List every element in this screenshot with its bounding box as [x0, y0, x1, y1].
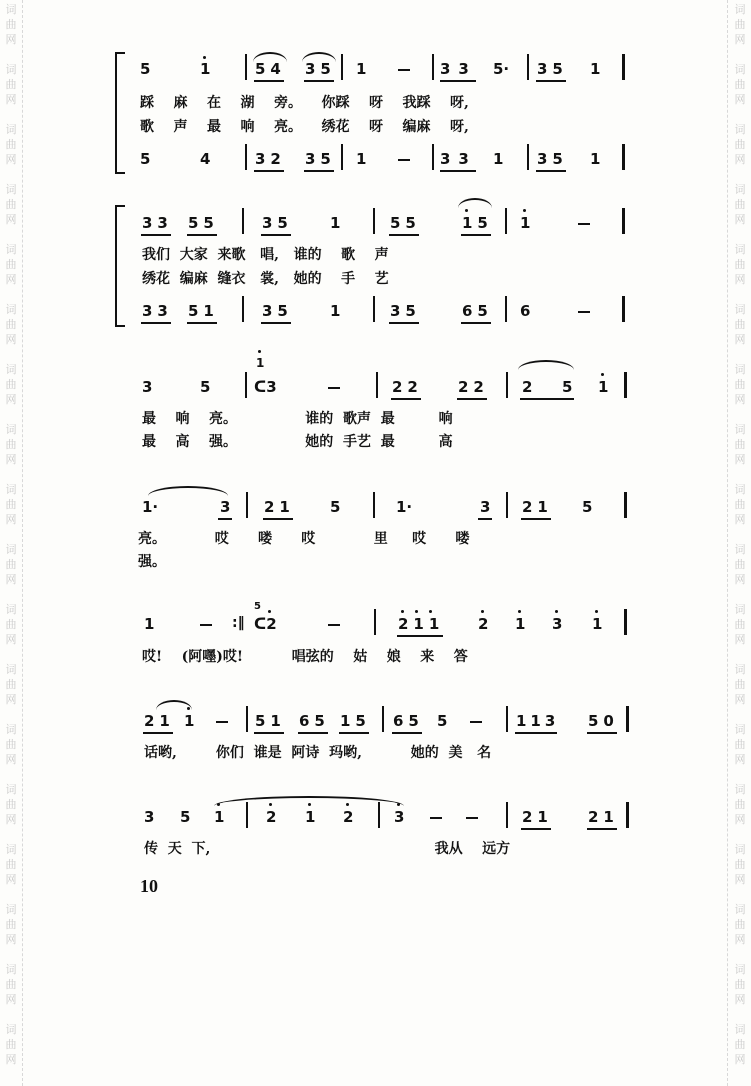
- high-dot: [308, 803, 311, 806]
- high-dot: [269, 803, 272, 806]
- watermark-mark: 词 曲 网: [5, 243, 17, 286]
- beam: [587, 732, 617, 734]
- slur: [518, 360, 574, 370]
- high-dot: [217, 803, 220, 806]
- watermark-mark: 词 曲 网: [734, 423, 746, 466]
- lyrics-line-1: 话哟, 你们 谁是 阿诗 玛哟, 她的 美 名: [144, 745, 492, 761]
- note-group: 21: [144, 712, 175, 730]
- beam: [254, 732, 284, 734]
- note-group: 65: [393, 712, 424, 730]
- note: 1: [590, 60, 601, 78]
- note: 1: [493, 150, 504, 168]
- barline-end: [622, 296, 625, 322]
- barline: [373, 208, 375, 234]
- note-group: 15: [340, 712, 371, 730]
- lyrics-line-1: 踩 麻 在 湖 旁。 你踩 呀 我踩 呀,: [140, 95, 469, 111]
- watermark-mark: 词 曲 网: [5, 303, 17, 346]
- watermark-mark: 词 曲 网: [734, 543, 746, 586]
- note-group: 55: [390, 214, 421, 232]
- watermark-mark: 词 曲 网: [5, 183, 17, 226]
- barline: [506, 492, 508, 518]
- watermark-mark: 词 曲 网: [5, 63, 17, 106]
- barline-end: [626, 802, 629, 828]
- beam: [391, 398, 421, 400]
- note: 2: [343, 808, 354, 826]
- lyrics-line-2: 歌 声 最 响 亮。 绣花 呀 编麻 呀,: [140, 119, 469, 135]
- note: 5: [200, 378, 211, 396]
- note-group: 21: [522, 808, 553, 826]
- beam: [440, 170, 476, 172]
- watermark-mark: 词 曲 网: [734, 123, 746, 166]
- lyrics-line-1: 哎! (阿嚜)哎! 唱弦的 姑 娘 来 答: [142, 649, 468, 665]
- high-dot: [203, 56, 206, 59]
- note: 3: [220, 498, 231, 516]
- note: 5: [180, 808, 191, 826]
- dash: [216, 721, 228, 723]
- watermark-mark: 词 曲 网: [5, 483, 17, 526]
- slur: [148, 486, 228, 496]
- lyrics-line-2: 强。: [138, 554, 166, 570]
- beam: [187, 234, 217, 236]
- note-group: 35: [305, 60, 336, 78]
- beam: [587, 828, 617, 830]
- dash: [398, 159, 410, 161]
- barline: [246, 802, 248, 828]
- barline: [432, 54, 434, 80]
- barline: [373, 296, 375, 322]
- note: 3: [144, 808, 155, 826]
- barline-end: [624, 492, 627, 518]
- note: 1: [330, 214, 341, 232]
- barline: [527, 144, 529, 170]
- note: 3: [552, 615, 563, 633]
- note: 1·: [142, 498, 159, 516]
- barline: [245, 372, 247, 398]
- barline-end: [626, 706, 629, 732]
- high-dot: [465, 209, 468, 212]
- note-group: 113: [516, 712, 560, 730]
- barline: [245, 144, 247, 170]
- note-group: 35: [305, 150, 336, 168]
- lyrics-line-2: 绣花 编麻 缝衣 裳, 她的 手 艺: [142, 271, 389, 287]
- beam: [536, 80, 566, 82]
- lyrics-line-1: 亮。 哎 喽 哎 里 哎 喽: [138, 531, 470, 547]
- beam: [254, 170, 284, 172]
- watermark-mark: 词 曲 网: [5, 3, 17, 46]
- lyrics-line-1: 我们 大家 来歌 唱, 谁的 歌 声: [142, 247, 389, 263]
- watermark-mark: 词 曲 网: [5, 1023, 17, 1066]
- right-margin-line: [727, 0, 728, 1086]
- barline: [505, 208, 507, 234]
- note: 1: [356, 150, 367, 168]
- beam: [187, 322, 217, 324]
- watermark-mark: 词 曲 网: [5, 783, 17, 826]
- beam: [521, 518, 551, 520]
- beam: [261, 322, 291, 324]
- system-brace: [115, 52, 125, 174]
- beam: [440, 80, 476, 82]
- watermark-mark: 词 曲 网: [5, 603, 17, 646]
- dash: [398, 69, 410, 71]
- beam: [304, 170, 334, 172]
- note-group: 54: [255, 60, 286, 78]
- high-dot: [481, 610, 484, 613]
- beam: [461, 234, 491, 236]
- beam: [141, 234, 171, 236]
- note-group: 33: [142, 214, 173, 232]
- watermark-mark: 词 曲 网: [734, 483, 746, 526]
- watermark-mark: 词 曲 网: [5, 963, 17, 1006]
- watermark-mark: 词 曲 网: [5, 663, 17, 706]
- note: 1: [330, 302, 341, 320]
- page-number: 10: [140, 876, 158, 896]
- note: 1: [598, 378, 609, 396]
- note: 5: [330, 498, 341, 516]
- high-dot: [401, 610, 404, 613]
- note-group: 35: [262, 214, 293, 232]
- barline: [505, 296, 507, 322]
- watermark-mark: 词 曲 网: [734, 663, 746, 706]
- note: 5: [140, 150, 151, 168]
- note-group: 21: [588, 808, 619, 826]
- beam: [536, 170, 566, 172]
- note: 5: [582, 498, 593, 516]
- note-group: 51: [188, 302, 219, 320]
- beam: [261, 234, 291, 236]
- note: 1: [592, 615, 603, 633]
- note-group: 21: [522, 498, 553, 516]
- dash: [578, 311, 590, 313]
- beam: [520, 398, 574, 400]
- barline: [506, 802, 508, 828]
- dash: [328, 624, 340, 626]
- note: 1: [515, 615, 526, 633]
- barline-end: [622, 54, 625, 80]
- dash: [578, 223, 590, 225]
- note: 1: [356, 60, 367, 78]
- note: ᑕ3: [254, 378, 277, 396]
- beam: [389, 234, 419, 236]
- note: 4: [200, 150, 211, 168]
- watermark-mark: 词 曲 网: [734, 303, 746, 346]
- beam: [521, 828, 551, 830]
- watermark-mark: 词 曲 网: [734, 63, 746, 106]
- note: 1: [214, 808, 225, 826]
- barline-end: [624, 372, 627, 398]
- note: 1·: [396, 498, 413, 516]
- beam: [218, 518, 232, 520]
- note-group: 65: [462, 302, 493, 320]
- watermark-mark: 词 曲 网: [5, 423, 17, 466]
- high-dot: [518, 610, 521, 613]
- barline: [374, 609, 376, 635]
- barline: [242, 208, 244, 234]
- watermark-mark: 词 曲 网: [734, 3, 746, 46]
- watermark-mark: 词 曲 网: [734, 243, 746, 286]
- watermark-mark: 词 曲 网: [5, 843, 17, 886]
- note: 2: [266, 808, 277, 826]
- note-group: 35: [390, 302, 421, 320]
- note: 5·: [493, 60, 510, 78]
- watermark-mark: 词 曲 网: [5, 543, 17, 586]
- watermark-mark: 词 曲 网: [734, 723, 746, 766]
- barline: [242, 296, 244, 322]
- watermark-mark: 词 曲 网: [734, 183, 746, 226]
- note: 1: [200, 60, 211, 78]
- high-dot: [258, 350, 261, 353]
- system-brace: [115, 205, 125, 327]
- beam: [298, 732, 328, 734]
- dash: [328, 387, 340, 389]
- lyrics-line-2: 最 高 强。 她的 手艺 最 高: [142, 434, 453, 450]
- watermark-mark: 词 曲 网: [5, 903, 17, 946]
- watermark-mark: 词 曲 网: [734, 963, 746, 1006]
- beam: [304, 80, 334, 82]
- high-dot: [555, 610, 558, 613]
- high-dot: [595, 610, 598, 613]
- beam: [515, 732, 557, 734]
- barline: [246, 706, 248, 732]
- beam: [461, 322, 491, 324]
- barline: [382, 706, 384, 732]
- grace-note: 1: [256, 356, 265, 370]
- barline: [246, 492, 248, 518]
- note: 6: [520, 302, 531, 320]
- barline: [245, 54, 247, 80]
- barline: [378, 802, 380, 828]
- note-group: 15: [462, 214, 493, 232]
- barline: [373, 492, 375, 518]
- beam: [397, 635, 443, 637]
- high-dot: [601, 373, 604, 376]
- left-margin-line: [22, 0, 23, 1086]
- slur: [458, 198, 492, 208]
- repeat-sign: :‖: [232, 615, 245, 631]
- watermark-mark: 词 曲 网: [734, 843, 746, 886]
- high-dot: [268, 610, 271, 613]
- beam: [392, 732, 422, 734]
- note-group: 50: [588, 712, 619, 730]
- barline-end: [624, 609, 627, 635]
- note: 3: [394, 808, 405, 826]
- note-group: 21: [264, 498, 295, 516]
- watermark-mark: 词 曲 网: [5, 123, 17, 166]
- beam: [389, 322, 419, 324]
- beam: [263, 518, 293, 520]
- watermark-mark: 词 曲 网: [734, 783, 746, 826]
- note-group: 32: [255, 150, 286, 168]
- note-group: 51: [255, 712, 286, 730]
- note: 5: [140, 60, 151, 78]
- barline: [376, 372, 378, 398]
- watermark-mark: 词 曲 网: [734, 1023, 746, 1066]
- beam: [141, 322, 171, 324]
- dash: [430, 817, 442, 819]
- barline: [506, 372, 508, 398]
- watermark-mark: 词 曲 网: [734, 603, 746, 646]
- note-group: 35: [537, 60, 568, 78]
- dash: [466, 817, 478, 819]
- barline: [432, 144, 434, 170]
- barline: [341, 54, 343, 80]
- beam: [143, 732, 173, 734]
- note-group: 35: [262, 302, 293, 320]
- watermark-mark: 词 曲 网: [5, 723, 17, 766]
- note-group: 35: [537, 150, 568, 168]
- note-group: 33: [440, 60, 477, 78]
- beam: [457, 398, 487, 400]
- high-dot: [523, 209, 526, 212]
- lyrics-line-1: 传 天 下, 我从 远方: [144, 841, 511, 857]
- note: 1: [184, 712, 195, 730]
- note: 5: [437, 712, 448, 730]
- note: 2: [478, 615, 489, 633]
- beam: [339, 732, 369, 734]
- barline: [527, 54, 529, 80]
- dash: [470, 721, 482, 723]
- note-group: 65: [299, 712, 330, 730]
- note: 1: [305, 808, 316, 826]
- beam: [478, 518, 492, 520]
- barline: [341, 144, 343, 170]
- note-group: 22: [458, 378, 489, 396]
- barline-end: [622, 208, 625, 234]
- high-dot: [415, 610, 418, 613]
- high-dot: [187, 707, 190, 710]
- note-group: 33: [142, 302, 173, 320]
- watermark-mark: 词 曲 网: [5, 363, 17, 406]
- watermark-mark: 词 曲 网: [734, 363, 746, 406]
- note-group: 33: [440, 150, 477, 168]
- note-group: 22: [392, 378, 423, 396]
- note: 1: [520, 214, 531, 232]
- note: 1: [144, 615, 155, 633]
- high-dot: [346, 803, 349, 806]
- beam: [254, 80, 284, 82]
- note-group: 211: [398, 615, 445, 633]
- note-group: 55: [188, 214, 219, 232]
- note: 3: [142, 378, 153, 396]
- lyrics-line-1: 最 响 亮。 谁的 歌声 最 响: [142, 411, 453, 427]
- note: 2: [522, 378, 533, 396]
- note: 1: [590, 150, 601, 168]
- note: 5: [562, 378, 573, 396]
- note: ᑕ2: [254, 615, 277, 633]
- note: 3: [480, 498, 491, 516]
- high-dot: [429, 610, 432, 613]
- barline-end: [622, 144, 625, 170]
- high-dot: [397, 803, 400, 806]
- dash: [200, 624, 212, 626]
- grace-note: 5: [254, 601, 261, 612]
- barline: [506, 706, 508, 732]
- watermark-mark: 词 曲 网: [734, 903, 746, 946]
